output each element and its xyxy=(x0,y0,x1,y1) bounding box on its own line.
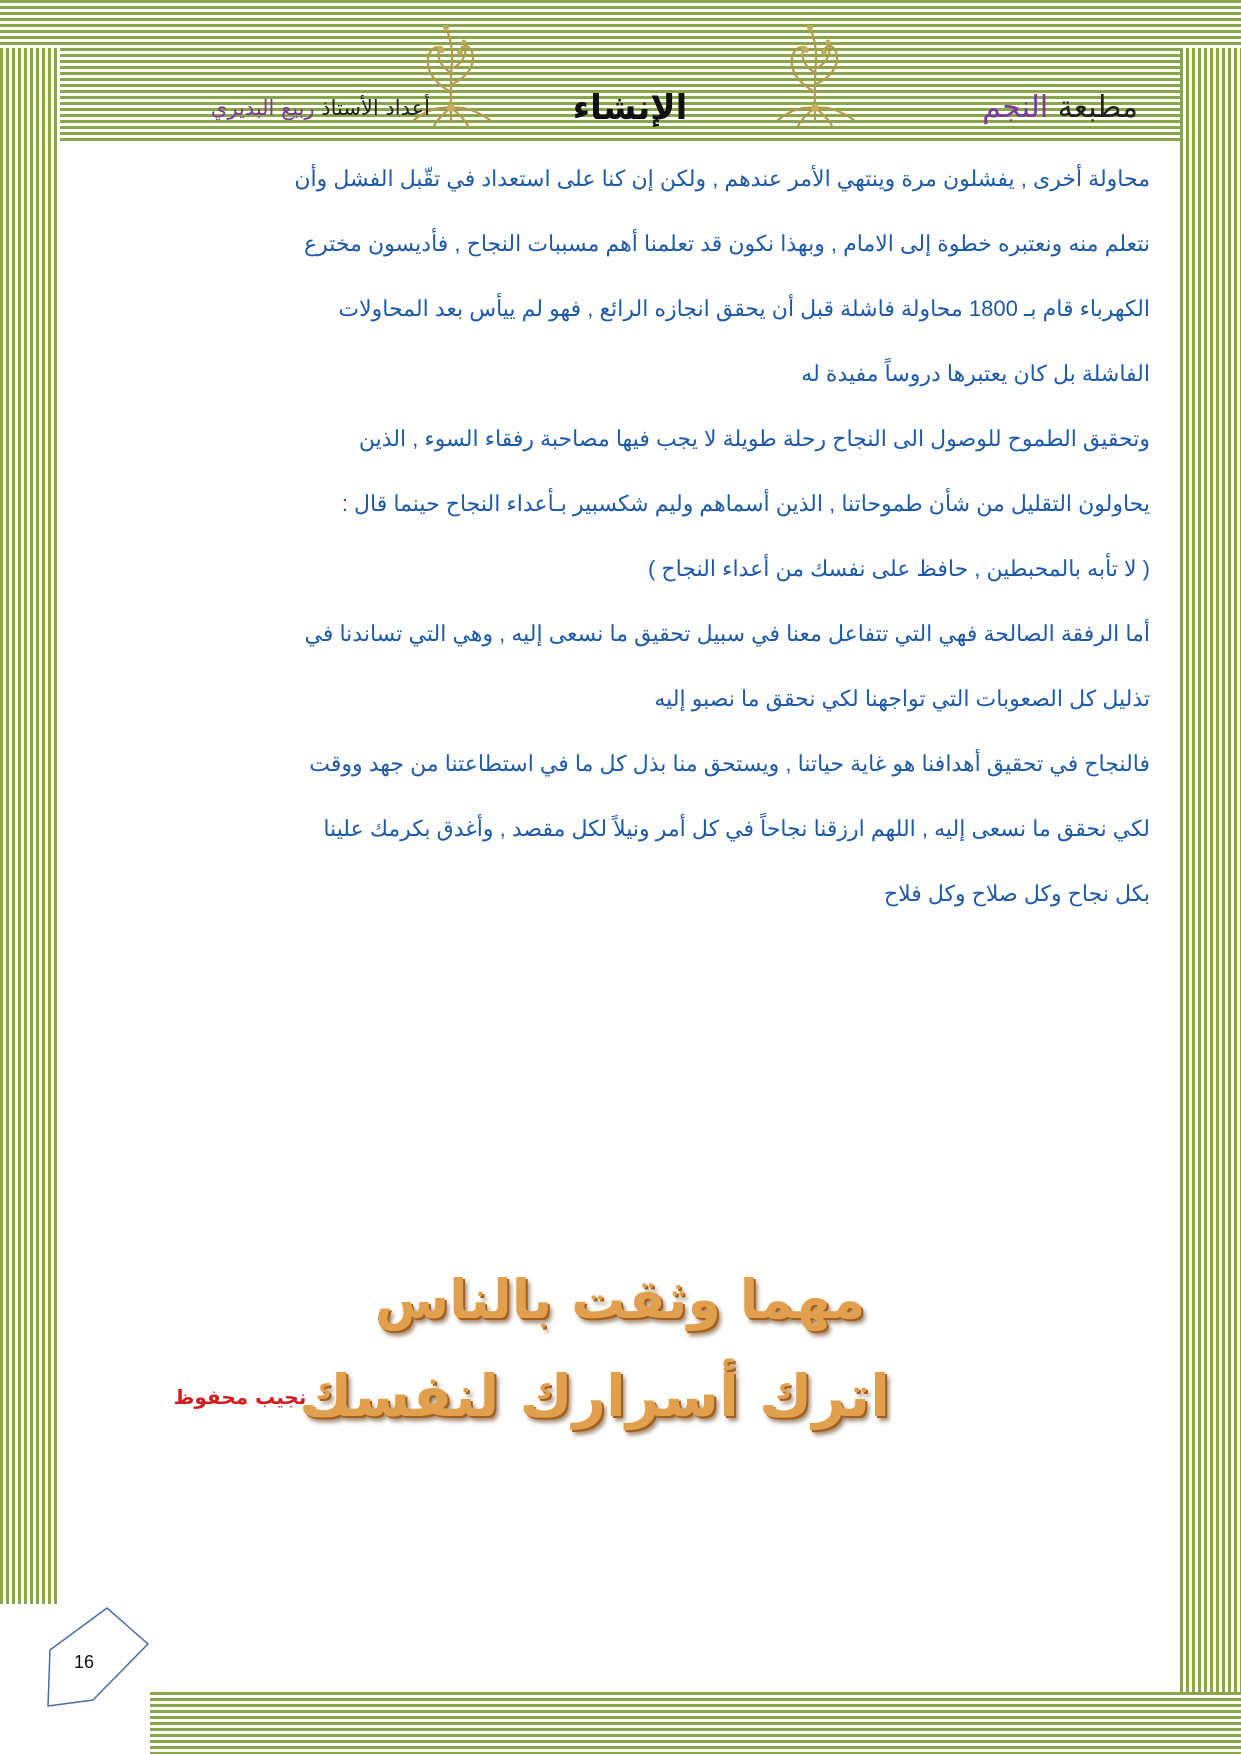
body-line: أما الرفقة الصالحة فهي التي تتفاعل معنا في سبيل تحقيق ما نسعى إليه , وهي التي تساندنا في xyxy=(304,621,1150,646)
body-line: نتعلم منه ونعتبره خطوة إلى الامام , وبهذا نكون قد تعلمنا أهم مسببات النجاح , فأديسون مخترع xyxy=(304,231,1150,256)
press-label: مطبعة xyxy=(1057,90,1138,125)
body-line: وتحقيق الطموح للوصول الى النجاح رحلة طويلة لا يجب فيها مصاحبة رفقاء السوء , الذين xyxy=(358,426,1150,451)
body-line: الفاشلة بل كان يعتبرها دروساً مفيدة له xyxy=(801,361,1150,386)
top-border xyxy=(0,0,1241,48)
floral-ornament-icon xyxy=(770,22,860,127)
body-text xyxy=(150,146,1150,926)
press-name xyxy=(958,86,1138,130)
press-name-accent: النجم xyxy=(982,90,1049,125)
body-line: لكي نحقق ما نسعى إليه , اللهم ارزقنا نجاحاً في كل أمر ونيلاً لكل مقصد , وأغدق بكرمك علينا xyxy=(323,816,1150,841)
page-title: الإنشاء xyxy=(572,88,688,128)
quote-author: نجيب محفوظ xyxy=(173,1385,307,1409)
author-line xyxy=(100,86,430,130)
quote-line-1: مهما وثقت بالناس xyxy=(374,1268,866,1331)
left-border xyxy=(0,48,60,1604)
author-prefix: أعداد الأستاذ xyxy=(321,96,430,120)
body-line: بكل نجاح وكل صلاح وكل فلاح xyxy=(883,881,1150,906)
right-border xyxy=(1180,48,1241,1692)
body-line: تذليل كل الصعوبات التي تواجهنا لكي نحقق ما نصبو إليه xyxy=(654,686,1150,711)
page-number: 16 xyxy=(73,1652,95,1672)
body-line: ( لا تأبه بالمحبطين , حافظ على نفسك من أعداء النجاح ) xyxy=(647,556,1150,581)
bottom-border xyxy=(150,1692,1241,1754)
body-line: يحاولون التقليل من شأن طموحاتنا , الذين أسماهم وليم شكسبير بـأعداء النجاح حينما قال : xyxy=(341,491,1150,516)
body-line: محاولة أخرى , يفشلون مرة وينتهي الأمر عندهم , ولكن إن كنا على استعداد في تقّبل الفشل وأن xyxy=(294,166,1150,191)
body-line: فالنجاح في تحقيق أهدافنا هو غاية حياتنا , ويستحق منا بذل كل ما في استطاعتنا من جهد ووقت xyxy=(309,751,1150,776)
author-name: ربيع البديري xyxy=(210,96,315,120)
quote-line-2: اترك أسرارك لنفسك xyxy=(299,1362,890,1430)
body-line: الكهرباء قام بـ 1800 محاولة فاشلة قبل أن يحقق انجازه الرائع , فهو لم ييأس بعد المحاولات xyxy=(338,296,1150,321)
